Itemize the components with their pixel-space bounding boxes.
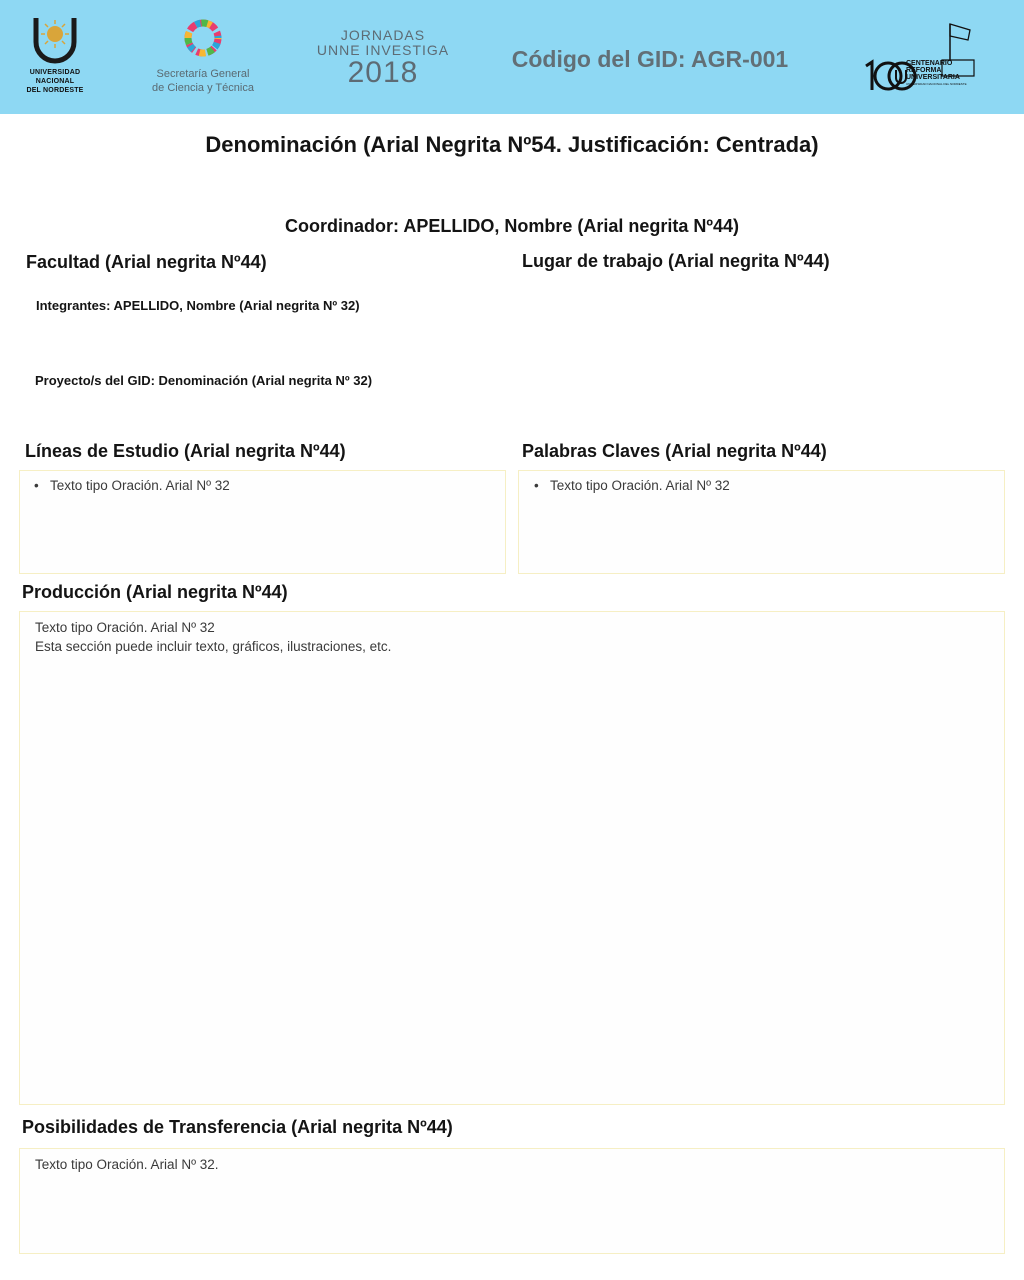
centenario-small: UNIVERSIDAD NACIONAL DEL NORDESTE <box>906 82 967 86</box>
header-banner <box>0 0 1024 114</box>
transferencia-box <box>19 1148 1005 1254</box>
jornadas-year: 2018 <box>347 56 419 89</box>
produccion-line1: Texto tipo Oración. Arial Nº 32 <box>35 620 215 635</box>
proyectos: Proyecto/s del GID: Denominación (Arial negrita Nº 32) <box>35 373 373 388</box>
poster-title: Denominación (Arial Negrita Nº54. Justificación: Centrada) <box>205 132 819 157</box>
coordinador: Coordinador: APELLIDO, Nombre (Arial negrita Nº44) <box>285 216 739 236</box>
palabras-item-text: Texto tipo Oración. Arial Nº 32 <box>550 478 730 493</box>
lineas-heading: Líneas de Estudio (Arial negrita Nº44) <box>25 441 346 461</box>
transferencia-text: Texto tipo Oración. Arial Nº 32. <box>35 1157 219 1172</box>
produccion-line2: Esta sección puede incluir texto, gráficos, ilustraciones, etc. <box>35 639 392 654</box>
lineas-item-text: Texto tipo Oración. Arial Nº 32 <box>50 478 230 493</box>
palabras-item <box>534 478 730 493</box>
transferencia-heading: Posibilidades de Transferencia (Arial negrita Nº44) <box>22 1117 453 1137</box>
jornadas-logo <box>308 28 458 88</box>
unne-logo <box>20 16 90 100</box>
bullet: • <box>34 478 39 493</box>
unne-name: UNIVERSIDAD NACIONAL DEL NORDESTE <box>26 69 84 94</box>
lineas-item <box>34 478 230 493</box>
centenario-text: CENTENARIO REFORMA UNIVERSITARIA <box>906 60 960 81</box>
palabras-heading: Palabras Claves (Arial negrita Nº44) <box>522 441 827 461</box>
facultad: Facultad (Arial negrita Nº44) <box>26 252 267 272</box>
integrantes: Integrantes: APELLIDO, Nombre (Arial negrita Nº 32) <box>36 298 360 313</box>
centenario-logo <box>862 20 984 96</box>
produccion-box <box>19 611 1005 1105</box>
jornadas-line2: UNNE INVESTIGA <box>316 42 450 58</box>
lugar-trabajo: Lugar de trabajo (Arial negrita Nº44) <box>522 251 830 271</box>
produccion-heading: Producción (Arial negrita Nº44) <box>22 582 288 602</box>
bullet: • <box>534 478 539 493</box>
secretaria-name: Secretaría General de Ciencia y Técnica <box>152 68 254 94</box>
jornadas-line1: JORNADAS <box>340 27 426 43</box>
secretaria-ring-icon <box>179 18 227 58</box>
secretaria-logo <box>148 18 258 102</box>
gid-code: Código del GID: AGR-001 <box>511 46 789 72</box>
unne-emblem-icon <box>32 16 78 66</box>
